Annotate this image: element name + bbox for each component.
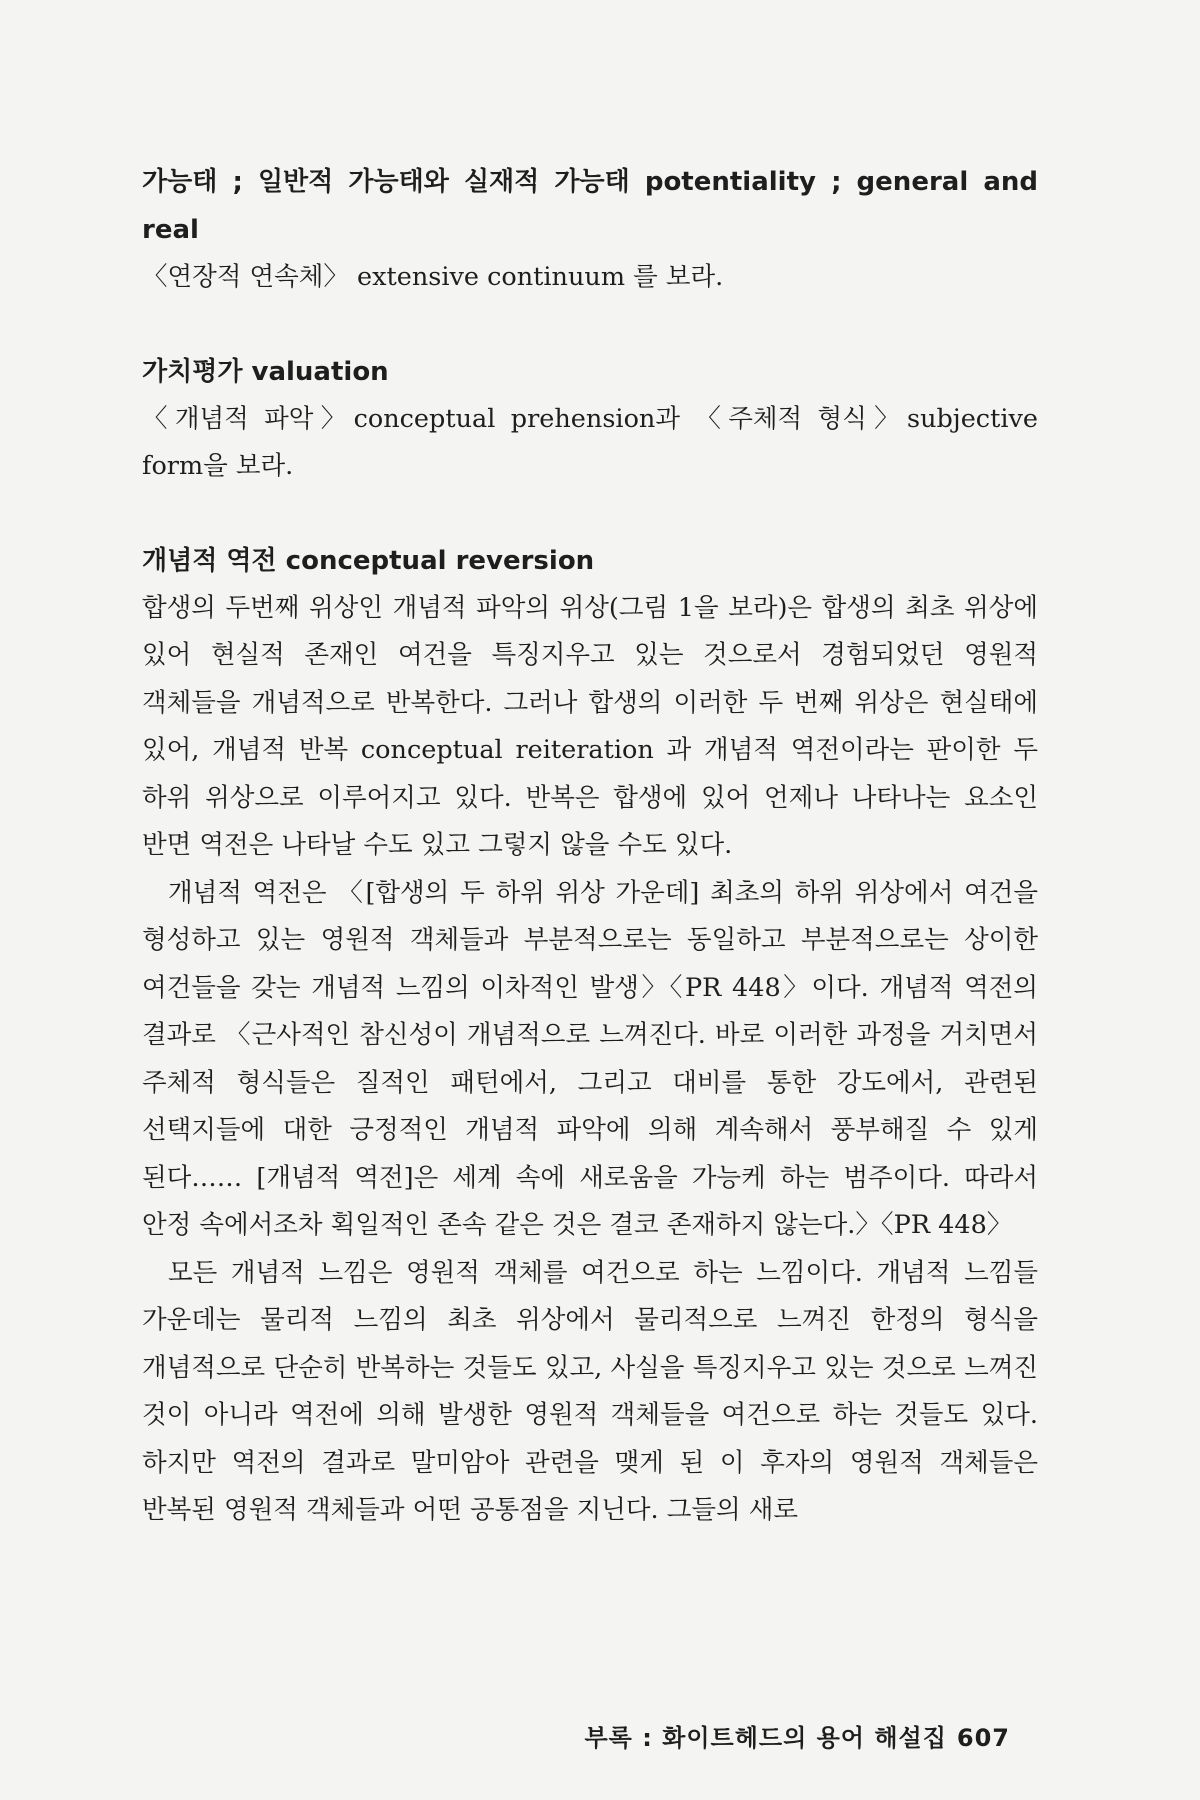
entry-heading: 개념적 역전 conceptual reversion	[142, 545, 595, 576]
entry-paragraph: 모든 개념적 느낌은 영원적 객체를 여건으로 하는 느낌이다. 개념적 느낌들 가운데는 물리적 느낌의 최초 위상에서 물리적으로 느껴진 한정의 형식을 개념적으로 단순히 반복하는 것들도 있고, 사실을 특징지우고 있는 것으로 느껴진 것이 아니라 역전에 의해 발생한 영원적 객체들을 여건으로 하는 것들도 있다. 하지만 역전의 결과로 말미암아 관련을 맺게 된 이 후자의 영원적 객체들은 반복된 영원적 객체들과 어떤 공통점을 지닌다. 그들의 새로	[142, 1257, 1038, 1525]
entry-paragraph: 합생의 두번째 위상인 개념적 파악의 위상(그림 1을 보라)은 합생의 최초 위상에 있어 현실적 존재인 여건을 특징지우고 있는 것으로서 경험되었던 영원적 객체들을 개념적으로 반복한다. 그러나 합생의 이러한 두 번째 위상은 현실태에 있어, 개념적 반복 conceptual reiteration 과 개념적 역전이라는 판이한 두 하위 위상으로 이루어지고 있다. 반복은 합생에 있어 언제나 나타나는 요소인 반면 역전은 나타날 수도 있고 그렇지 않을 수도 있다.	[142, 592, 1038, 860]
page-footer	[584, 1718, 1010, 1753]
entry-valuation	[142, 348, 1038, 491]
page-body	[142, 158, 1038, 1581]
entry-paragraph: 〈개념적 파악〉conceptual prehension과 〈주체적 형식〉subjective form을 보라.	[142, 403, 1038, 481]
entry-potentiality	[142, 158, 1038, 302]
page-number: 607	[956, 1724, 1010, 1752]
running-title: 부록 : 화이트헤드의 용어 해설집	[584, 1724, 947, 1752]
entry-heading: 가치평가 valuation	[142, 356, 389, 387]
entry-paragraph: 개념적 역전은 〈[합생의 두 하위 위상 가운데] 최초의 하위 위상에서 여건을 형성하고 있는 영원적 객체들과 부분적으로는 동일하고 부분적으로는 상이한 여건들을 갖는 개념적 느낌의 이차적인 발생〉〈PR 448〉이다. 개념적 역전의 결과로 〈근사적인 참신성이 개념적으로 느껴진다. 바로 이러한 과정을 거치면서 주체적 형식들은 질적인 패턴에서, 그리고 대비를 통한 강도에서, 관련된 선택지들에 대한 긍정적인 개념적 파악에 의해 계속해서 풍부해질 수 있게 된다…… [개념적 역전]은 세계 속에 새로움을 가능케 하는 범주이다. 따라서 안정 속에서조차 획일적인 존속 같은 것은 결코 존재하지 않는다.〉〈PR 448〉	[142, 877, 1038, 1240]
entry-conceptual-reversion	[142, 537, 1038, 1535]
entry-paragraph: 〈연장적 연속체〉 extensive continuum 를 보라.	[142, 262, 724, 292]
entry-heading: 가능태 ; 일반적 가능태와 실재적 가능태 potentiality ; general and real	[142, 167, 1038, 245]
